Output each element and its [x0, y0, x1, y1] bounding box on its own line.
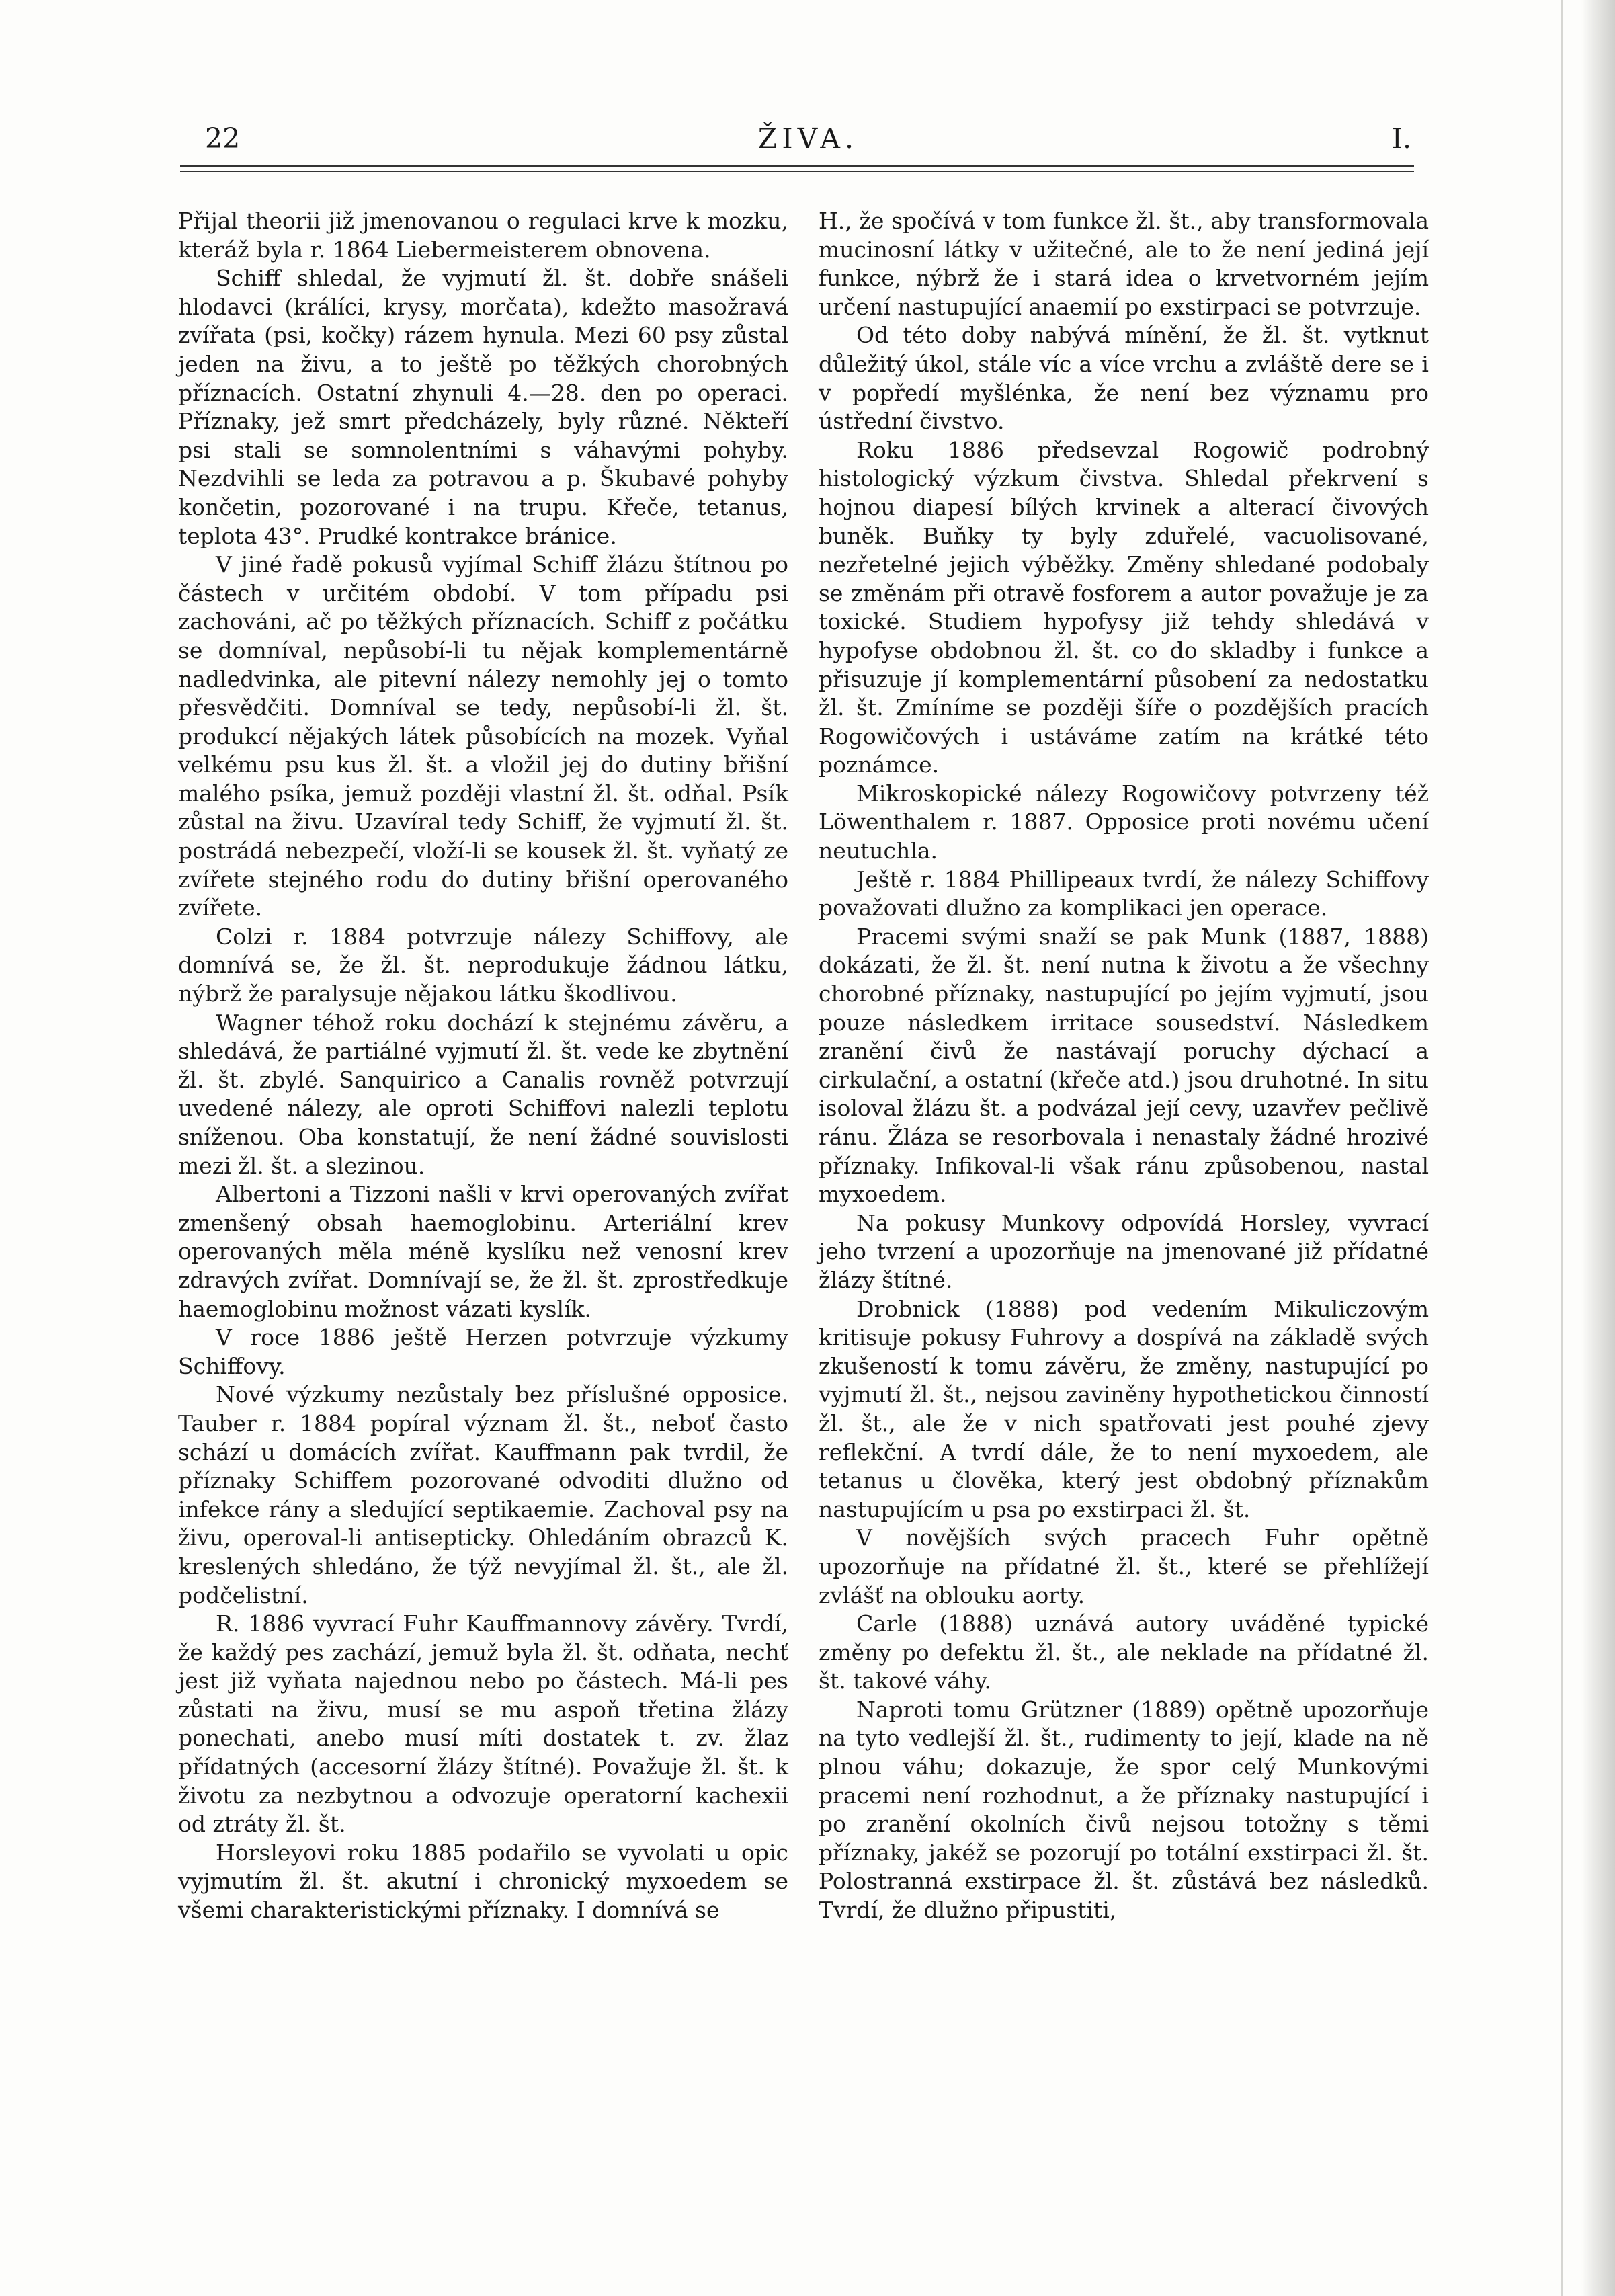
left-column: [178, 207, 788, 1925]
journal-title: ŽIVA.: [757, 122, 859, 155]
paragraph: Carle (1888) uznává autory uváděné typické změny po defektu žl. št., ale neklade na přídatné žl. št. takové váhy.: [819, 1610, 1429, 1694]
paragraph: Na pokusy Munkovy odpovídá Horsley, vyvrací jeho tvrzení a upozorňuje na jmenované již přídatné žlázy štítné.: [819, 1209, 1429, 1293]
paragraph: V jiné řadě pokusů vyjímal Schiff žlázu štítnou po částech v určitém období. V tom případu psi zachováni, ač po těžkých příznacích. Schiff z počátku se domníval, nepůsobí-li tu nějak komplementárně nadledvinka, ale pitevní nálezy nemohly jej o tomto přesvědčiti. Domníval se tedy, nepůsobí-li žl. št. produkcí nějakých látek působících na mozek. Vyňal velkému psu kus žl. št. a vložil jej do dutiny břišní malého psíka, jemuž později vlastní žl. št. odňal. Psík zůstal na živu. Uzavíral tedy Schiff, že vyjmutí žl. št. postrádá nebezpečí, vloží-li se kousek žl. št. vyňatý ze zvířete stejného rodu do dutiny břišní operovaného zvířete.: [178, 551, 788, 921]
header-rule: [180, 165, 1414, 172]
paragraph: Colzi r. 1884 potvrzuje nálezy Schiffovy, ale domnívá se, že žl. št. neprodukuje žádnou látku, nýbrž že paralysuje nějakou látku škodlivou.: [178, 923, 788, 1008]
running-header: [205, 122, 1411, 163]
paragraph: Ještě r. 1884 Phillipeaux tvrdí, že nálezy Schiffovy považovati dlužno za komplikaci jen operace.: [819, 866, 1429, 921]
paragraph: Roku 1886 předsevzal Rogowič podrobný histologický výzkum čivstva. Shledal překrvení s hojnou diapesí bílých krvinek a alterací čivových buněk. Buňky ty byly zduřelé, vacuolisované, nezřetelné jejich výběžky. Změny shledané podobaly se změnám při otravě fosforem a autor považuje je za toxické. Studiem hypofysy již tehdy shledává v hypofyse obdobnou žl. št. co do skladby i funkce a přisuzuje jí komplementární působení za nedostatku žl. št. Zmíníme se později šíře o pozdějších pracích Rogowičových i ustáváme zatím na krátké této poznámce.: [819, 436, 1429, 778]
paragraph: Schiff shledal, že vyjmutí žl. št. dobře snášeli hlodavci (králíci, krysy, morčata), kdežto masožravá zvířata (psi, kočky) rázem hynula. Mezi 60 psy zůstal jeden na živu, a to ještě po těžkých chorobných příznacích. Ostatní zhynuli 4.—28. den po operaci. Příznaky, jež smrt předcházely, byly různé. Někteří psi stali se somnolentními s váhavými pohyby. Nezdvihli se leda za potravou a p. Škubavé pohyby končetin, pozorované i na trupu. Křeče, tetanus, teplota 43°. Prudké kontrakce bránice.: [178, 265, 788, 549]
page-number: 22: [205, 122, 241, 155]
page-edge: [1581, 0, 1615, 2296]
paragraph: Albertoni a Tizzoni našli v krvi operovaných zvířat zmenšený obsah haemoglobinu. Arteriální krev operovaných měla méně kyslíku než venosní krev zdravých zvířat. Domnívají se, že žl. št. zprostředkuje haemoglobinu možnost vázati kyslík.: [178, 1181, 788, 1322]
paragraph: V novějších svých pracech Fuhr opětně upozorňuje na přídatné žl. št., které se přehlížejí zvlášť na oblouku aorty.: [819, 1524, 1429, 1608]
paragraph: V roce 1886 ještě Herzen potvrzuje výzkumy Schiffovy.: [178, 1324, 788, 1379]
paragraph: Pracemi svými snaží se pak Munk (1887, 1888) dokázati, že žl. št. není nutna k životu a že všechny chorobné příznaky, nastupující po jejím vyjmutí, jsou pouze následkem irritace sousedství. Následkem zranění čivů že nastávají poruchy dýchací a cirkulační, a ostatní (křeče atd.) jsou druhotné. In situ isoloval žlázu št. a podvázal její cevy, uzavřev pečlivě ránu. Žláza se resorbovala i nenastaly žádné hrozivé příznaky. Infikoval-li však ránu způsobenou, nastal myxoedem.: [819, 923, 1429, 1208]
paragraph: Horsleyovi roku 1885 podařilo se vyvolati u opic vyjmutím žl. št. akutní i chronický myxoedem se všemi charakteristickými příznaky. I domnívá se: [178, 1839, 788, 1924]
paragraph: Přijal theorii již jmenovanou o regulaci krve k mozku, kteráž byla r. 1864 Liebermeisterem obnovena.: [178, 208, 788, 263]
right-column: [819, 207, 1429, 1925]
paragraph: Naproti tomu Grützner (1889) opětně upozorňuje na tyto vedlejší žl. št., rudimenty to její, klade na ně plnou váhu; dokazuje, že spor celý Munkovými pracemi není rozhodnut, a že příznaky nastupující i po zranění okolních čivů nejsou totožny s těmi příznaky, jakéž se pozorují po totální exstirpaci žl. št. Polostranná exstirpace žl. št. zůstává bez následků. Tvrdí, že dlužno připustiti,: [819, 1696, 1429, 1924]
paragraph: Mikroskopické nálezy Rogowičovy potvrzeny též Löwenthalem r. 1887. Opposice proti novému učení neutuchla.: [819, 780, 1429, 864]
paragraph: Drobnick (1888) pod vedením Mikuliczovým kritisuje pokusy Fuhrovy a dospívá na základě svých zkušeností k tomu závěru, že změny, nastupující po vyjmutí žl. št., nejsou zaviněny hypothetickou činností žl. št., ale že v nich spatřovati jest pouhé zjevy reflekční. A tvrdí dále, že to není myxoedem, ale tetanus u člověka, který jest obdobný příznakům nastupujícím u psa po exstirpaci žl. št.: [819, 1295, 1429, 1522]
paragraph: Wagner téhož roku dochází k stejnému závěru, a shledává, že partiálné vyjmutí žl. št. vede ke zbytnění žl. št. zbylé. Sanquirico a Canalis rovněž potvrzují uvedené nálezy, ale oproti Schiffovi nalezli teplotu sníženou. Oba konstatují, že není žádné souvislosti mezi žl. št. a slezinou.: [178, 1009, 788, 1179]
paragraph: Nové výzkumy nezůstaly bez příslušné opposice. Tauber r. 1884 popíral význam žl. št., neboť často schází u domácích zvířat. Kauffmann pak tvrdil, že příznaky Schiffem pozorované odvoditi dlužno od infekce rány a sledující septikaemie. Zachoval psy na živu, operoval-li antisepticky. Ohledáním obrazců K. kreslených shledáno, že týž nevyjímal žl. št., ale žl. podčelistní.: [178, 1381, 788, 1608]
paragraph: R. 1886 vyvrací Fuhr Kauffmannovy závěry. Tvrdí, že každý pes zachází, jemuž byla žl. št. odňata, nechť jest již vyňata najednou nebo po částech. Má-li pes zůstati na živu, musí se mu aspoň třetina žlázy ponechati, anebo musí míti dostatek t. zv. žlaz přídatných (accesorní žlázy štítné). Považuje žl. št. k životu za nezbytnou a odvozuje operatorní kachexii od ztráty žl. št.: [178, 1610, 788, 1838]
paragraph: H., že spočívá v tom funkce žl. št., aby transformovala mucinosní látky v užitečné, ale to že není jediná její funkce, nýbrž že i stará idea o krvetvorném jejím určení nastupující anaemií po exstirpaci se potvrzuje.: [819, 208, 1429, 320]
page-binding-shadow: [1561, 0, 1563, 2296]
paragraph: Od této doby nabývá mínění, že žl. št. vytknut důležitý úkol, stále víc a více vrchu a zvláště dere se i v popředí myšlénka, že není bez významu pro ústřední čivstvo.: [819, 322, 1429, 435]
volume-number: I.: [1391, 122, 1411, 155]
